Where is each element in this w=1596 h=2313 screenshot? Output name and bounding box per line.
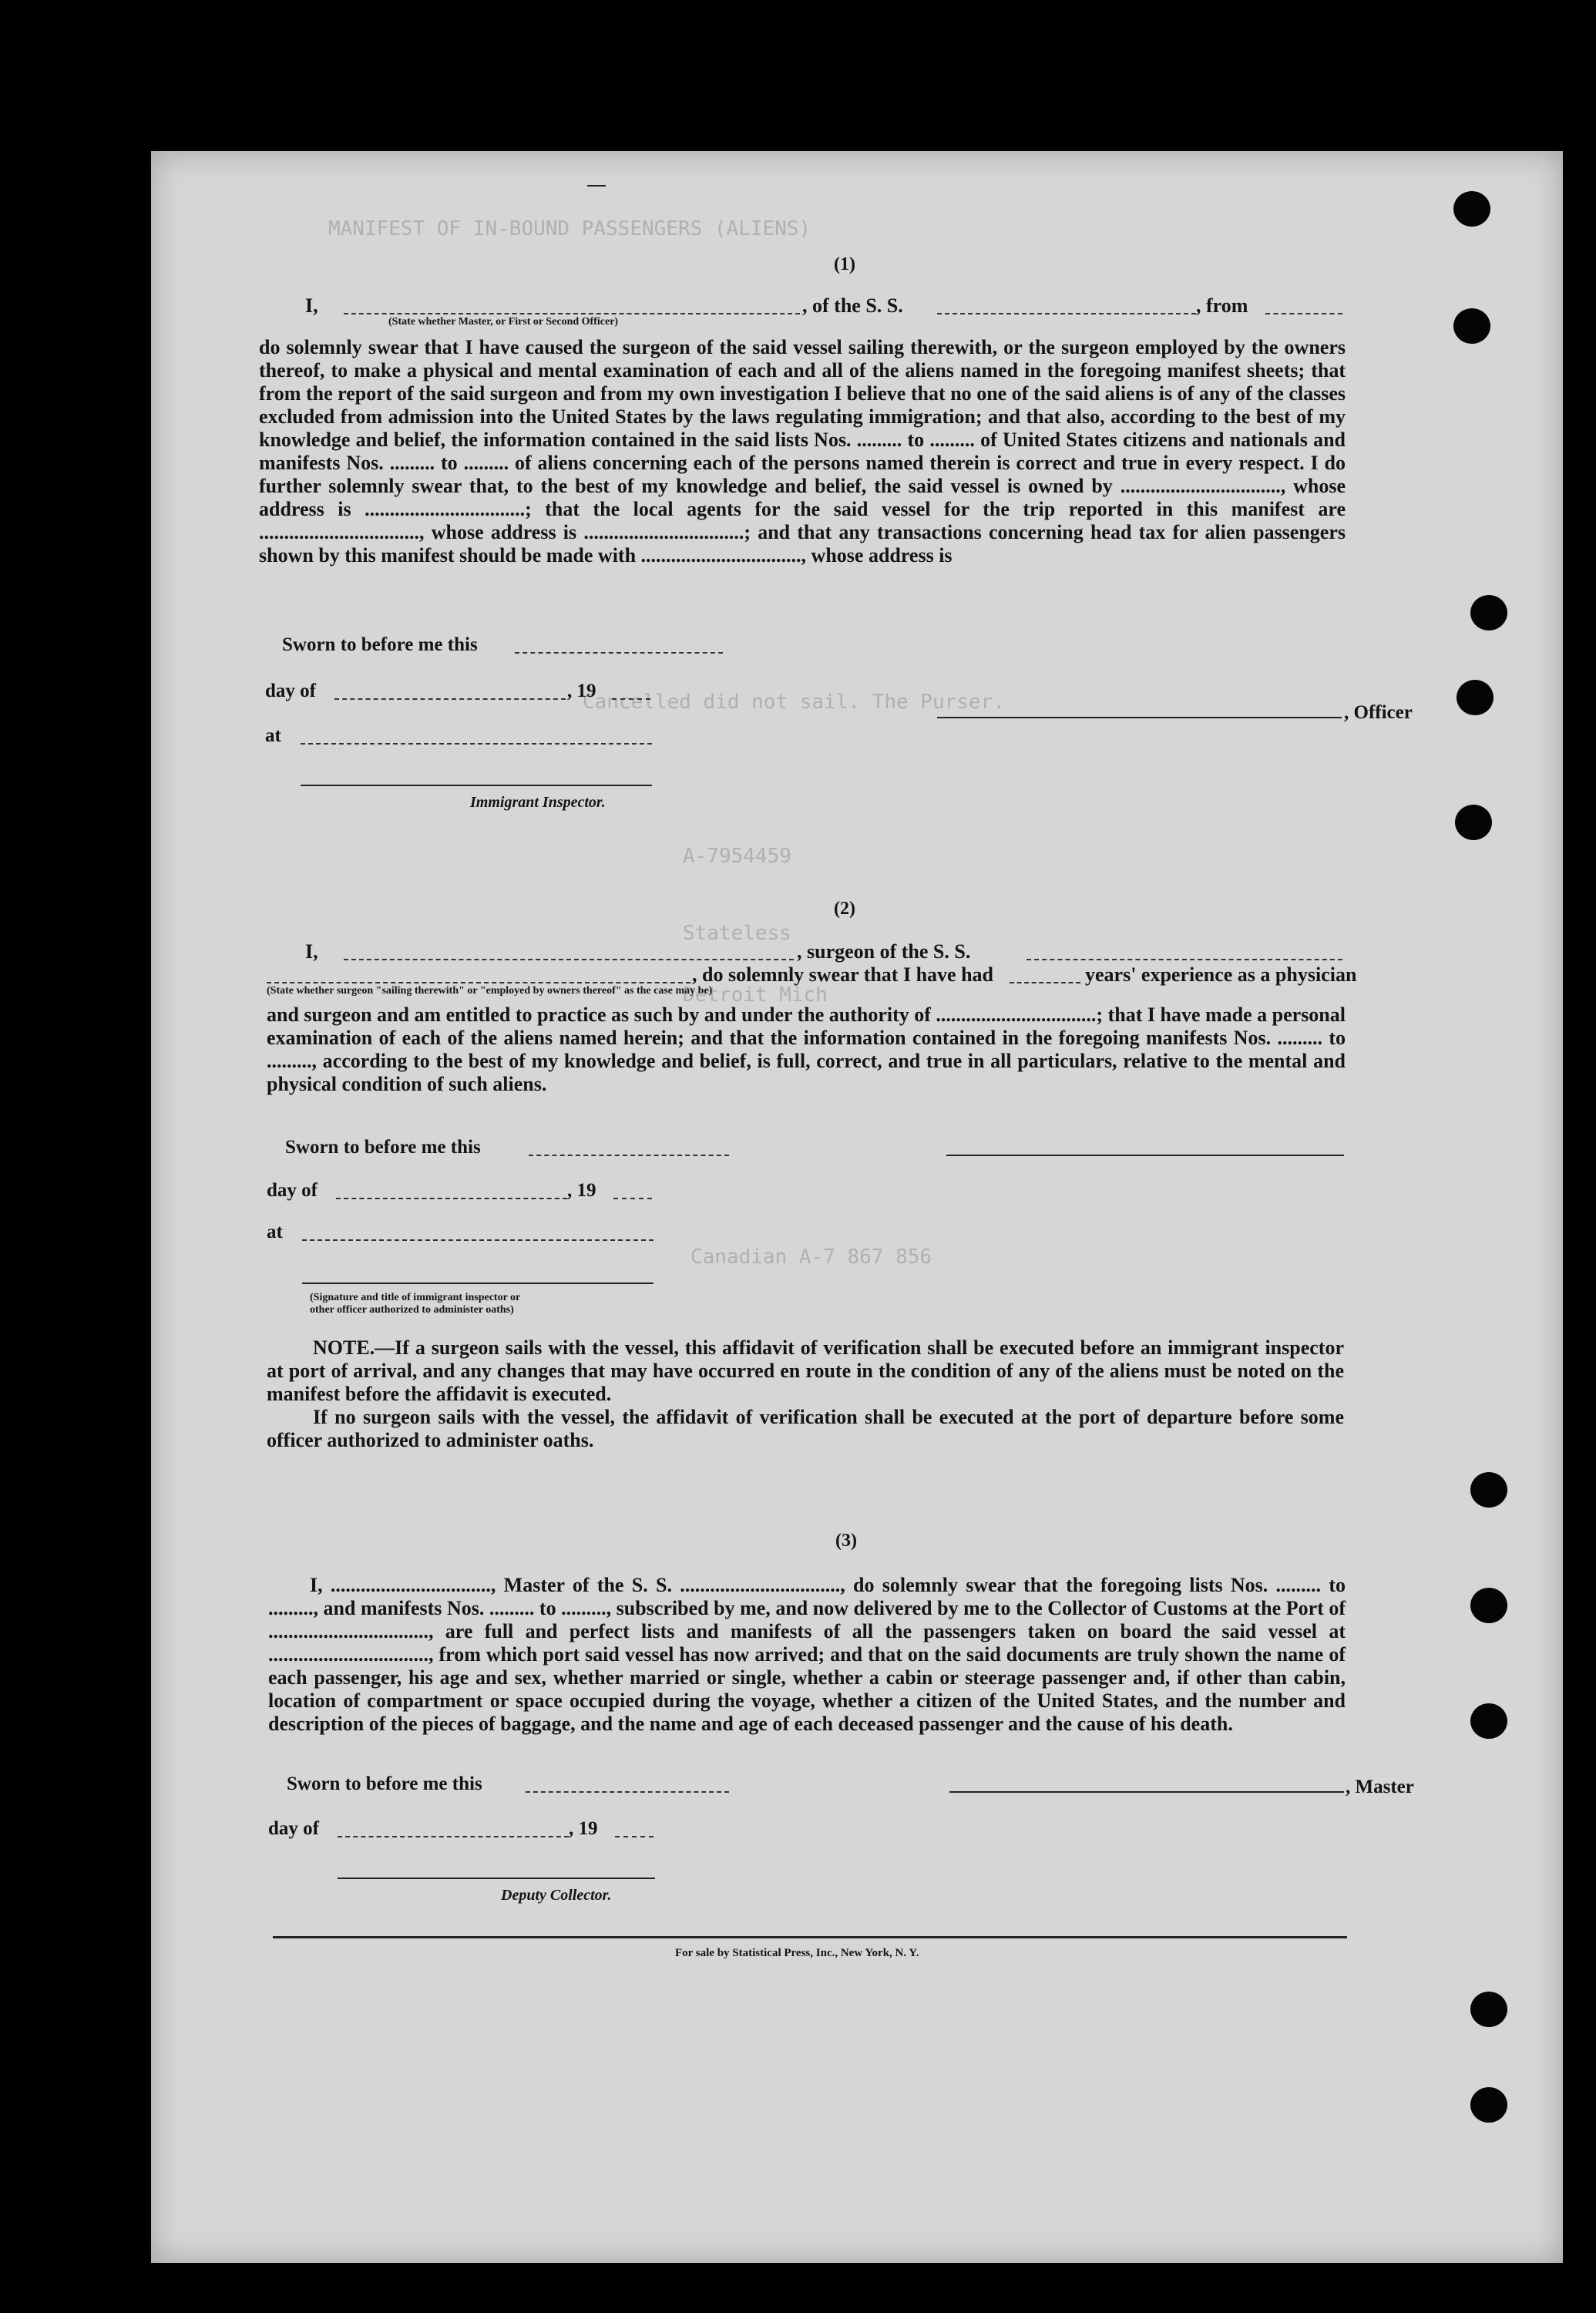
s1-inspector-signature-line[interactable] [301,785,652,786]
s2-year-field[interactable] [613,1198,652,1199]
s3-master-label: , Master [1346,1777,1414,1797]
punch-hole [1455,805,1492,840]
s3-year-field[interactable] [615,1836,654,1837]
punch-hole [1470,2087,1507,2123]
punch-hole [1470,1703,1507,1739]
bleed-through-text: A-7954459 [683,845,791,868]
s1-sworn-label: Sworn to before me this [282,634,478,655]
s2-year-label: , 19 [567,1180,596,1201]
bleed-through-text: Detroit Mich [683,983,828,1007]
punch-hole [1470,1472,1507,1508]
s2-at-label: at [267,1222,283,1242]
port-from-field[interactable] [1265,313,1342,314]
s2-oath-line-start: I, [305,940,318,963]
ship-name-field[interactable] [937,313,1196,314]
s2-oath-line-years: , do solemnly swear that I have had [692,963,994,986]
s2-sworn-date-field[interactable] [529,1155,729,1156]
s1-oath-body: do solemnly swear that I have caused the surgeon of the said vessel sailing therewith, or the surgeon employed by the owners thereof, to make a physical and mental examination of each and all of the aliens named in the foregoing manifest sheets; that from the report of the said surgeon and from my own investigation I believe that no one of the said aliens is of any of the classes excluded from admission into the United States by the laws regulating immigration; and that also, according to the best of my knowledge and belief, the information contained in the said lists Nos. ......... to ......... of United States citizens and nationals and manifests Nos. ......... to ......... of aliens concerning each of the persons named therein is correct and true in every respect. I do further solemnly swear that, to the best of my knowledge and belief, the said vessel is owned by ................................, whose address is ................................; that the local agents for the said vessel for the trip reported in this manifest are ................................, whose address is ................................; and that any transactions concerning head tax for alien passengers shown by this manifest should be made with ................................, whose address is [259,336,1346,566]
s3-sworn-label: Sworn to before me this [287,1773,482,1794]
s1-year-label: , 19 [567,681,596,701]
s1-sworn-date-field[interactable] [515,652,723,654]
s2-month-field[interactable] [336,1198,567,1199]
s2-inspector-signature-line[interactable] [302,1283,654,1284]
s3-year-label: , 19 [569,1818,598,1839]
s2-note-surgeon-sails: NOTE.—If a surgeon sails with the vessel, this affidavit of verification shall be executed before an immigrant inspector at port of arrival, and any changes that may have occurred en route in the condition of any of the aliens must be noted on the manifest before the affidavit is executed. [267,1336,1344,1405]
section-1-number: (1) [834,254,855,274]
s3-day-of-label: day of [268,1818,319,1839]
s1-officer-signature-line[interactable] [937,717,1342,718]
s1-officer-label: , Officer [1344,702,1413,723]
punch-hole [1470,1992,1507,2027]
punch-hole [1470,1588,1507,1623]
section-3-number: (3) [835,1531,857,1551]
bleed-through-text: MANIFEST OF IN-BOUND PASSENGERS (ALIENS) [328,217,811,240]
s1-at-field[interactable] [301,743,652,745]
surgeon-status-field[interactable] [267,982,690,983]
s1-month-field[interactable] [334,698,566,700]
s2-sworn-label: Sworn to before me this [285,1137,481,1158]
officer-name-field[interactable] [344,313,800,314]
surgeon-name-field[interactable] [344,959,794,960]
s1-oath-line-from: , from [1196,294,1248,317]
s1-inspector-caption: Immigrant Inspector. [470,794,606,811]
s2-oath-line-ss: , surgeon of the S. S. [797,940,971,963]
s3-sworn-date-field[interactable] [526,1791,729,1793]
punch-hole [1453,308,1490,344]
bleed-through-text: Canadian A-7 867 856 [690,1246,932,1269]
s1-year-field[interactable] [612,698,650,700]
s2-oath-line-physician: years' experience as a physician [1085,963,1357,986]
s1-officer-note: (State whether Master, or First or Second Officer) [388,316,619,328]
s2-note-no-surgeon: If no surgeon sails with the vessel, the affidavit of verification shall be executed at the port of departure before some officer authorized to administer oaths. [267,1406,1344,1451]
punch-hole [1453,191,1490,227]
bleed-through-text: Stateless [683,922,791,945]
s2-signature-note-1: (Signature and title of immigrant inspector or [310,1292,521,1303]
bleed-through-text: Cancelled did not sail. The Purser. [583,691,1005,714]
surgeon-years-field[interactable] [1010,982,1080,983]
top-mark [587,185,606,187]
s2-signature-note-2: other officer authorized to administer oaths) [310,1304,514,1316]
s3-master-signature-line[interactable] [949,1791,1344,1793]
printer-credit: For sale by Statistical Press, Inc., New York, N. Y. [675,1947,919,1959]
section-2-number: (2) [834,899,855,919]
s3-month-field[interactable] [338,1836,569,1837]
punch-hole [1457,680,1494,715]
s2-at-field[interactable] [302,1239,654,1241]
s2-status-note: (State whether surgeon "sailing therewith" or "employed by owners thereof" as the case may be) [267,985,713,997]
s2-day-of-label: day of [267,1180,318,1201]
document-page [151,151,1563,2263]
s3-collector-caption: Deputy Collector. [501,1887,612,1904]
s2-surgeon-signature-line[interactable] [946,1155,1344,1156]
s1-oath-line-ss: , of the S. S. [802,294,903,317]
s1-at-label: at [265,725,281,746]
s1-day-of-label: day of [265,681,316,701]
s2-oath-body: and surgeon and am entitled to practice as such by and under the authority of ................................; that I have made a personal examination of each of the aliens named herein; and that the information contained in the foregoing manifests Nos. ......... to ........., according to the best of my knowledge and belief, is full, correct, and true in all particulars, relative to the mental and physical condition of such aliens. [267,1004,1346,1095]
s2-ship-name-field[interactable] [1026,959,1342,960]
footer-divider [273,1936,1347,1938]
punch-hole [1470,595,1507,630]
s3-oath-body: I, ................................, Master of the S. S. ................................, do solemnly swear that the foregoing lists Nos. ......... to ........., and manifests Nos. ......... to ........., subscribed by me, and now delivered by me to the Collector of Customs at the Port of ................................, are full and perfect lists and manifests of all the passengers taken on board the said vessel at ................................, from which port said vessel has now arrived; and that on the said documents are truly shown the name of each passenger, his age and sex, whether married or single, whether a cabin or steerage passenger and, if other than cabin, location of compartment or space occupied during the voyage, whether a citizen of the United States, and the number and description of the pieces of baggage, and the name and age of each deceased passenger and the cause of his death. [268,1574,1346,1735]
s3-collector-signature-line[interactable] [338,1878,655,1879]
s1-oath-line-start: I, [305,294,318,317]
